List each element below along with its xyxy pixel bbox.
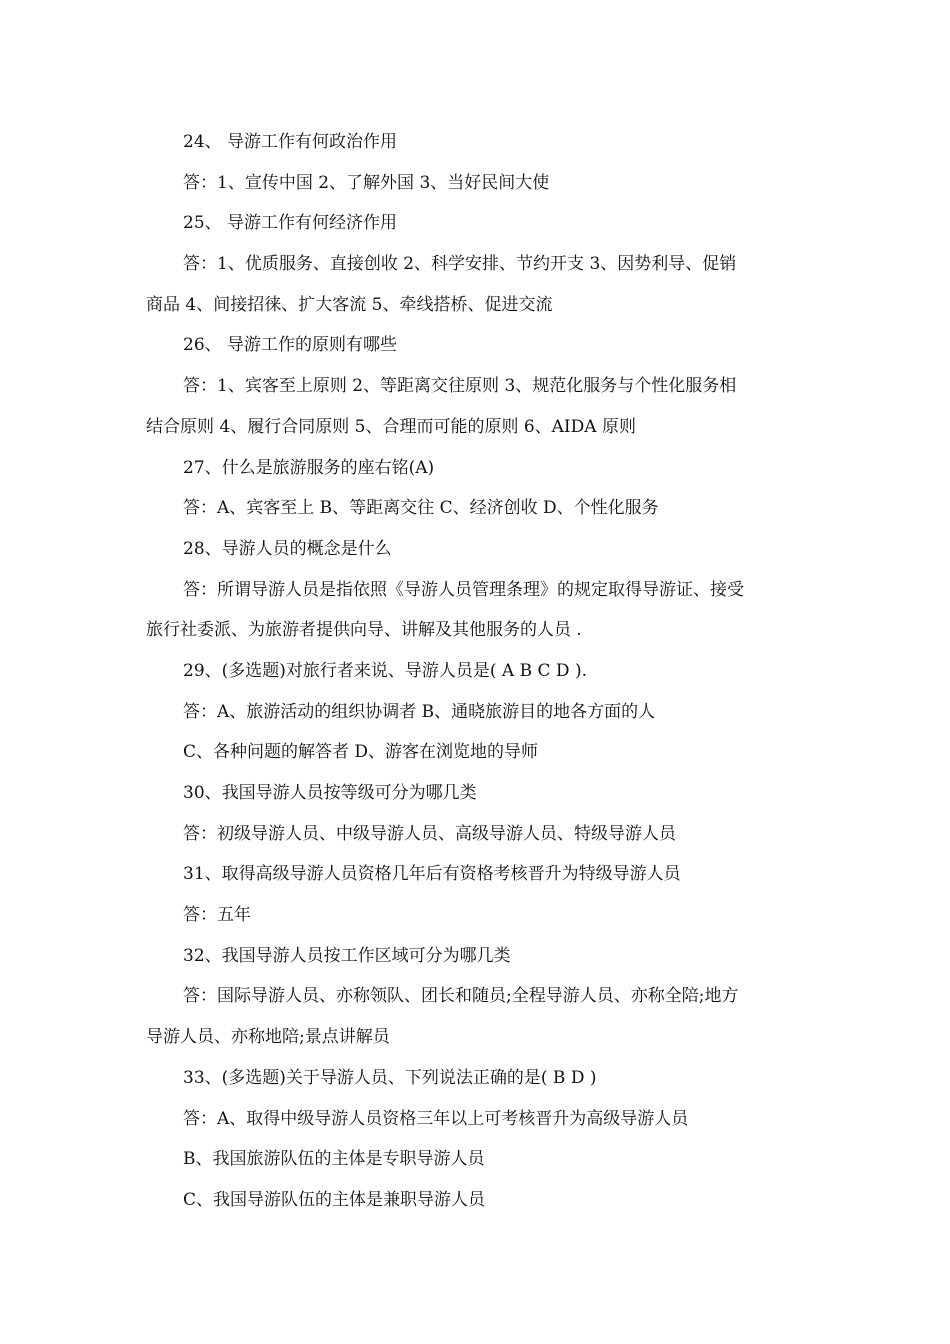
document-body	[146, 126, 810, 1225]
text-line: 33、(多选题)关于导游人员、下列说法正确的是( B D )	[183, 1067, 597, 1088]
text-line: 答：A、旅游活动的组织协调者 B、通晓旅游目的地各方面的人	[183, 701, 656, 722]
text-line: 24、 导游工作有何政治作用	[183, 132, 398, 152]
text-line: 结合原则 4、履行合同原则 5、合理而可能的原则 6、AIDA 原则	[146, 416, 636, 437]
text-line: 25、 导游工作有何经济作用	[183, 213, 398, 234]
text-line: 答：所谓导游人员是指依照《导游人员管理条理》的规定取得导游证、接受	[183, 579, 744, 600]
text-line: 答：国际导游人员、亦称领队、团长和随员;全程导游人员、亦称全陪;地方	[183, 986, 739, 1007]
text-line: 商品 4、间接招徕、扩大客流 5、牵线搭桥、促进交流	[146, 294, 553, 315]
text-line: 27、什么是旅游服务的座右铭(A)	[183, 457, 435, 478]
text-line: B、我国旅游队伍的主体是专职导游人员	[183, 1149, 485, 1170]
text-line: 29、(多选题)对旅行者来说、导游人员是( A B C D ).	[183, 660, 587, 681]
text-line: C、我国导游队伍的主体是兼职导游人员	[183, 1189, 486, 1210]
text-line: 旅行社委派、为旅游者提供向导、讲解及其他服务的人员 .	[146, 620, 582, 641]
text-line: C、各种问题的解答者 D、游客在浏览地的导师	[183, 742, 539, 763]
text-line: 26、 导游工作的原则有哪些	[183, 335, 398, 356]
text-line: 31、取得高级导游人员资格几年后有资格考核晋升为特级导游人员	[183, 864, 681, 885]
text-line: 答：五年	[183, 905, 251, 926]
text-line: 答：A、取得中级导游人员资格三年以上可考核晋升为高级导游人员	[183, 1108, 689, 1129]
text-line: 答：1、优质服务、直接创收 2、科学安排、节约开支 3、因势利导、促销	[183, 254, 737, 275]
text-line: 答：1、宣传中国 2、了解外国 3、当好民间大使	[183, 172, 550, 193]
text-line: 28、导游人员的概念是什么	[183, 538, 392, 559]
text-line: 导游人员、亦称地陪;景点讲解员	[146, 1027, 390, 1048]
text-line: 32、我国导游人员按工作区域可分为哪几类	[183, 945, 511, 966]
text-line: 答：初级导游人员、中级导游人员、高级导游人员、特级导游人员	[183, 823, 676, 844]
text-line: 答：1、宾客至上原则 2、等距离交往原则 3、规范化服务与个性化服务相	[183, 376, 737, 397]
text-line: 答：A、宾客至上 B、等距离交往 C、经济创收 D、个性化服务	[183, 498, 659, 519]
text-line: 30、我国导游人员按等级可分为哪几类	[183, 783, 477, 803]
